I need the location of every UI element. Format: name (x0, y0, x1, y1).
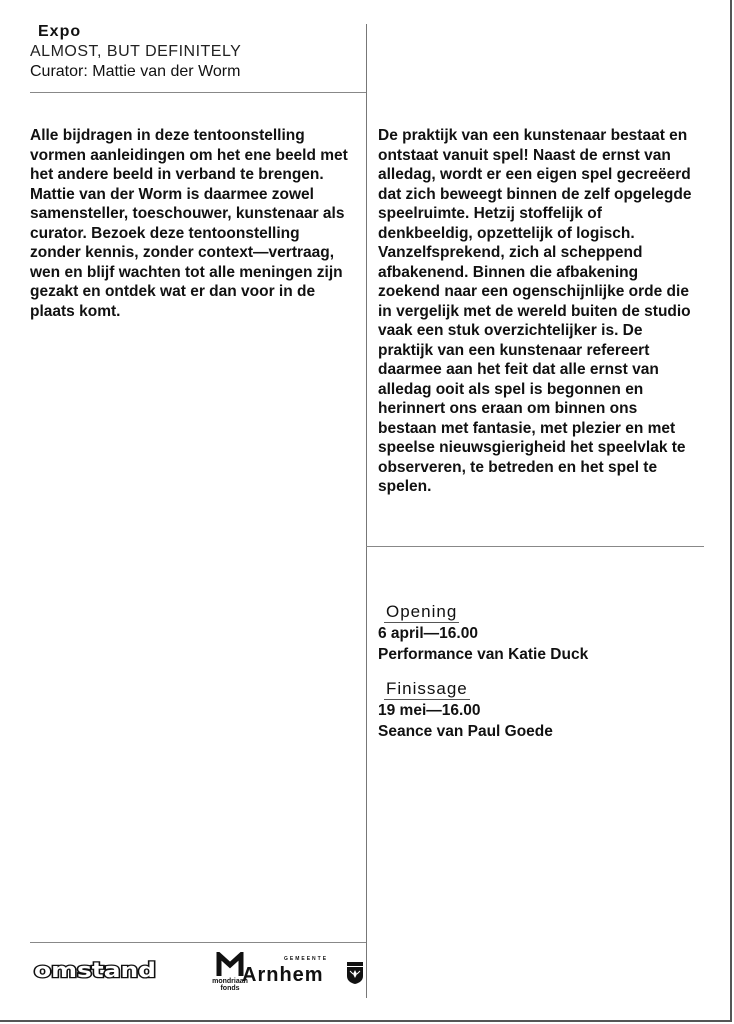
gemeente-arnhem-logo (242, 954, 362, 990)
event-finissage (378, 679, 698, 742)
mondriaan-fonds-text: mondriaan fonds (212, 978, 248, 992)
sponsor-logos (30, 948, 360, 992)
event-opening (378, 602, 698, 665)
footer-divider (30, 942, 366, 943)
header-divider (30, 92, 366, 93)
omstand-logo-text: omstand (34, 960, 156, 982)
event-description: Seance van Paul Goede (378, 723, 553, 740)
practice-text: De praktijk van een kunstenaar bestaat en ontstaat vanuit spel! Naast de ernst van alledag, wordt er een eigen spel gecreëerd dat zich beweegt binnen de zelf opgelegde speelruimte. Hetzij stoffelijk of denkbeeldig, opzettelijk of logisch. Vanzelfsprekend, zich al scheppend afbakenend. Binnen die afbakening zoekend naar een ogenschijnlijke orde die in vergelijk met de wereld buiten de studio vaak een stuk overzichtelijker is. De praktijk van een kunstenaar refereert daarmee aan het feit dat alle ernst van alledag ooit als spel is begonnen en herinnert ons eraan om binnen ons bestaan met fantasie, met plezier en met speelse nieuwsgierigheid het speelvlak te observeren, te betreden en het spel te spelen. (378, 127, 692, 495)
column-divider (366, 24, 367, 998)
arnhem-text: Arnhem (242, 964, 324, 986)
event-label: Opening (386, 602, 458, 621)
exhibition-header (30, 22, 241, 82)
exhibition-title: ALMOST, BUT DEFINITELY (30, 43, 242, 60)
event-description: Performance van Katie Duck (378, 646, 589, 663)
intro-text: Alle bijdragen in deze tentoonstelling vormen aanleidingen om het ene beeld met het andere beeld in verband te brengen. Mattie van der Worm is daarmee zowel samensteller, toeschouwer, kunstenaar als curator. Bezoek deze tentoonstelling zonder kennis, zonder context—vertraag, wen en blijf wachten tot alle meningen zijn gezakt en ontdek wat er dan voor in de plaats komt. (30, 127, 348, 320)
gemeente-text: GEMEENTE (284, 956, 329, 962)
curator-line: Curator: Mattie van der Worm (30, 63, 241, 80)
arnhem-crest-icon (346, 962, 364, 984)
event-label: Finissage (386, 679, 468, 698)
omstand-logo (32, 960, 160, 982)
event-date: 19 mei—16.00 (378, 702, 481, 719)
event-date: 6 april—16.00 (378, 625, 478, 642)
right-text-divider (366, 546, 704, 547)
event-list (378, 602, 698, 756)
expo-label: Expo (38, 23, 82, 40)
